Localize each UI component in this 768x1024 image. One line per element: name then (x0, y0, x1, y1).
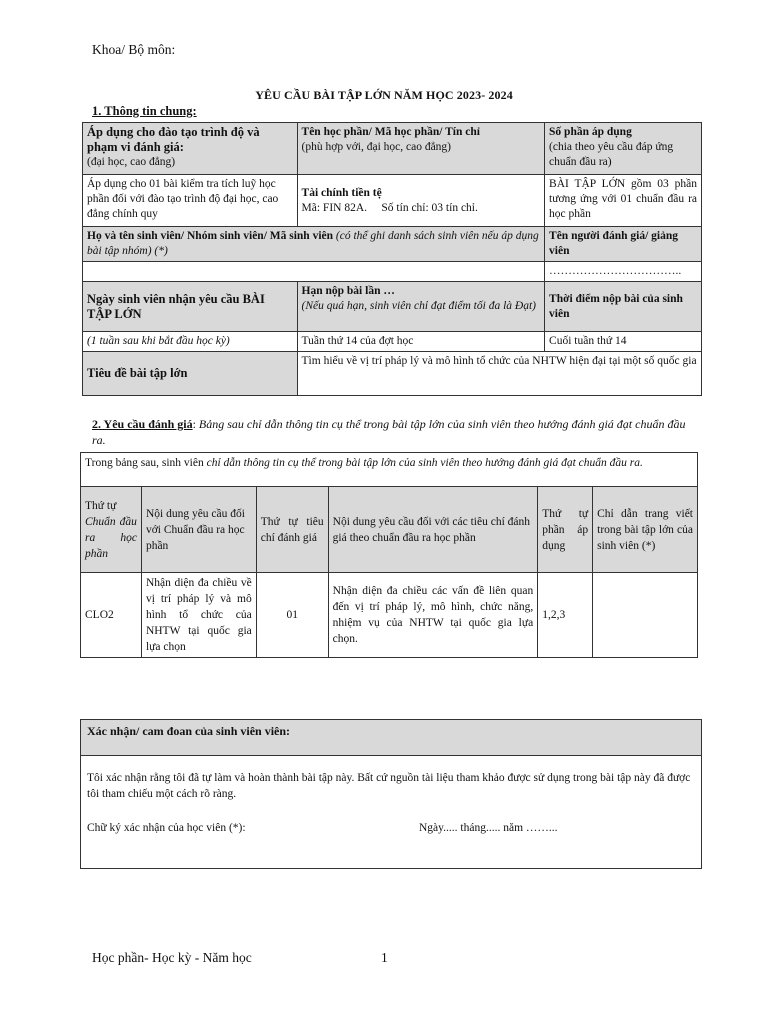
grader-name-cell[interactable]: …………………………….. (545, 262, 702, 282)
confirmation-heading: Xác nhận/ cam đoan của sinh viên viên: (81, 720, 701, 756)
scope-header-title: Áp dụng cho đào tạo trình độ và phạm vi đánh giá: (87, 125, 260, 154)
course-code-line (302, 201, 541, 216)
assessment-table (80, 452, 698, 658)
parts-header-title: Số phần áp dụng (549, 126, 632, 138)
header-criteria-order: Thứ tự tiêu chí đánh giá (256, 487, 328, 573)
row-page-ref[interactable] (593, 573, 698, 658)
course-header-sub: (phù hợp với, đại học, cao đẳng) (301, 141, 452, 153)
course-value (297, 175, 545, 227)
assessment-intro-italic: chỉ dẫn thông tin cụ thể trong bài tập lớn của sinh viên theo hướng đánh giá đạt chuẩn đầu ra. (206, 457, 643, 469)
scope-value: Áp dụng cho 01 bài kiểm tra tích luỹ học phần đối với đào tạo trình độ đại học, cao đẳng chính quy (83, 175, 298, 227)
topic-header: Tiêu đề bài tập lớn (83, 352, 298, 396)
course-header-title: Tên học phần/ Mã học phần/ Tín chỉ (301, 126, 480, 138)
parts-value: BÀI TẬP LỚN gồm 03 phần tương ứng với 01 chuẩn đầu ra học phần (545, 175, 702, 227)
general-info-table (82, 122, 702, 396)
section2-heading (92, 416, 702, 448)
course-code: Mã: FIN 82A. (301, 201, 368, 214)
section2-colon: : (192, 417, 196, 431)
parts-header-sub: (chia theo yêu cầu đáp ứng chuẩn đầu ra) (549, 141, 674, 168)
scope-header (83, 123, 298, 175)
receive-date-value: (1 tuần sau khi bắt đầu học kỳ) (83, 332, 298, 352)
page-number: 1 (381, 950, 388, 965)
topic-value: Tìm hiểu về vị trí pháp lý và mô hình tổ chức của NHTW hiện đại tại một số quốc gia (297, 352, 701, 396)
row-clo: CLO2 (81, 573, 142, 658)
header-criteria-content: Nội dung yêu cầu đối với các tiêu chí đánh giá theo chuẩn đầu ra học phần (328, 487, 538, 573)
deadline-header-note: (Nếu quá hạn, sinh viên chỉ đạt điểm tối đa là Đạt) (301, 300, 536, 312)
row-clo-content: Nhận diện đa chiều về vị trí pháp lý và mô hình tổ chức của NHTW tại quốc gia lựa chọn (141, 573, 256, 658)
student-name-cell[interactable] (83, 262, 545, 282)
grader-header: Tên người đánh giá/ giảng viên (545, 227, 702, 262)
section2-description: Bảng sau chỉ dẫn thông tin cụ thể trong bài tập lớn của sinh viên theo hướng đánh giá đạt chuẩn đầu ra. (92, 417, 686, 447)
student-header (83, 227, 545, 262)
student-header-note: (có thể ghi danh sách sinh viên nếu áp dụng bài tập nhóm) (*) (87, 230, 539, 257)
submit-time-value: Cuối tuần thứ 14 (545, 332, 702, 352)
course-credits: Số tín chỉ: 03 tín chỉ. (381, 201, 478, 214)
department-label: Khoa/ Bộ môn: (92, 42, 176, 57)
receive-date-header: Ngày sinh viên nhận yêu cầu BÀI TẬP LỚN (83, 282, 298, 332)
assessment-intro-plain: Trong bảng sau, sinh viên (85, 457, 207, 469)
course-header (297, 123, 545, 175)
section2-label: 2. Yêu cầu đánh giá (92, 417, 193, 431)
header-clo-content: Nội dung yêu cầu đối với Chuẩn đầu ra học phần (141, 487, 256, 573)
row-parts: 1,2,3 (538, 573, 593, 658)
deadline-value: Tuần thứ 14 của đợt học (297, 332, 545, 352)
footer-course-info: Học phần- Học kỳ - Năm học (92, 950, 252, 965)
confirmation-statement: Tôi xác nhận rằng tôi đã tự làm và hoàn thành bài tập này. Bất cứ nguồn tài liệu tham khảo được sử dụng trong bài tập này đã được tôi tham chiếu một cách rõ ràng. (87, 772, 691, 800)
header-parts: Thứ tự phần áp dụng (538, 487, 593, 573)
document-title: YÊU CẦU BÀI TẬP LỚN NĂM HỌC 2023- 2024 (255, 88, 513, 102)
course-name: Tài chính tiền tệ (301, 186, 382, 199)
row-criteria-content: Nhận diện đa chiều các vấn đề liên quan đến vị trí pháp lý, mô hình, chức năng, nhiệm vụ của NHTW tại quốc gia lựa chọn. (328, 573, 538, 658)
parts-header (545, 123, 702, 175)
scope-header-sub: (đại học, cao đẳng) (87, 156, 176, 168)
row-criteria-no: 01 (256, 573, 328, 658)
submit-time-header: Thời điểm nộp bài của sinh viên (545, 282, 702, 332)
header-clo-order-b: Chuẩn đầu ra học phần (85, 515, 137, 560)
header-page-ref: Chỉ dẫn trang viết trong bài tập lớn của sinh viên (*) (593, 487, 698, 573)
deadline-header-title: Hạn nộp bài lần … (301, 285, 395, 297)
header-clo-order (81, 487, 142, 573)
signature-field[interactable]: Chữ ký xác nhận của học viên (*): (87, 822, 246, 834)
assessment-intro (81, 453, 698, 487)
section1-heading: 1. Thông tin chung: (92, 104, 197, 118)
deadline-header (297, 282, 545, 332)
date-field[interactable]: Ngày..... tháng..... năm ……... (419, 822, 558, 834)
confirmation-box (80, 719, 702, 869)
student-header-title: Họ và tên sinh viên/ Nhóm sinh viên/ Mã sinh viên (87, 230, 334, 242)
header-clo-order-a: Thứ tự (85, 499, 117, 512)
